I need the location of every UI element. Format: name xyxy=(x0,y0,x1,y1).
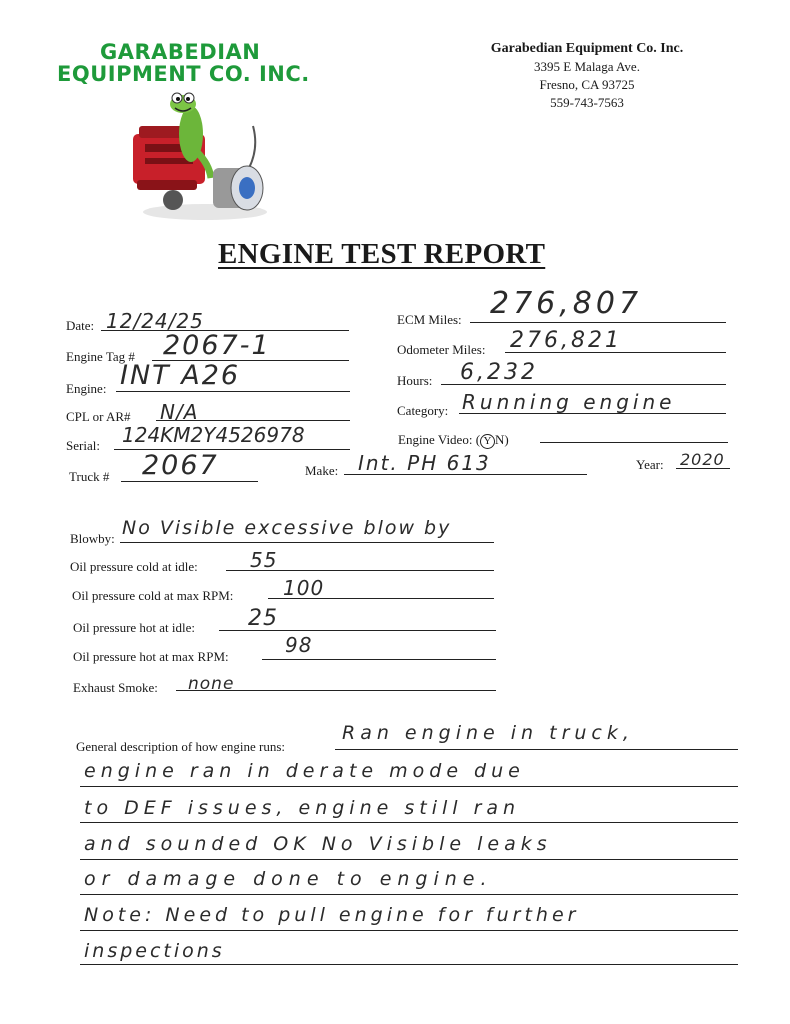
oil-cold-max-label: Oil pressure cold at max RPM: xyxy=(72,588,234,603)
date-label: Date: xyxy=(66,318,95,333)
blowby-label: Blowby: xyxy=(70,531,115,546)
category-value: Running engine xyxy=(462,390,676,414)
description-line-5 xyxy=(80,894,738,895)
ecm-miles-line xyxy=(470,322,726,323)
description-line-3 xyxy=(80,822,738,823)
description-text-1: Ran engine in truck, xyxy=(342,722,634,744)
company-address xyxy=(470,40,704,112)
description-text-2: engine ran in derate mode due xyxy=(84,760,525,782)
description-line-7 xyxy=(80,964,738,965)
make-value: Int. PH 613 xyxy=(358,451,491,475)
ecm-miles-label: ECM Miles: xyxy=(397,312,462,327)
engine-line xyxy=(116,391,350,392)
year-label: Year: xyxy=(636,457,664,472)
engine-video-line xyxy=(540,442,728,443)
cpl-value: N/A xyxy=(160,400,199,424)
engine-value: INT A26 xyxy=(120,360,241,391)
engine-label: Engine: xyxy=(66,381,107,396)
truck-label: Truck # xyxy=(69,469,110,484)
engine-video-label-pre: Engine Video: ( xyxy=(398,432,481,447)
date-value: 12/24/25 xyxy=(106,309,204,333)
description-text-3: to DEF issues, engine still ran xyxy=(84,797,521,819)
hours-value: 6,232 xyxy=(460,360,538,385)
exhaust-smoke-label: Exhaust Smoke: xyxy=(73,680,158,695)
year-value: 2020 xyxy=(680,450,725,469)
engine-tag-label: Engine Tag # xyxy=(66,349,135,364)
blowby-value: No Visible excessive blow by xyxy=(122,517,452,539)
oil-cold-idle-label: Oil pressure cold at idle: xyxy=(70,559,198,574)
logo-line1: GARABEDIAN xyxy=(100,40,261,64)
truck-line xyxy=(121,481,258,482)
frog-engine-mascot-logo xyxy=(125,92,275,222)
serial-label: Serial: xyxy=(66,438,100,453)
oil-hot-max-label: Oil pressure hot at max RPM: xyxy=(73,649,229,664)
make-label: Make: xyxy=(305,463,339,478)
odometer-miles-label: Odometer Miles: xyxy=(397,342,486,357)
ecm-miles-value: 276,807 xyxy=(490,286,643,321)
hours-label: Hours: xyxy=(397,373,433,388)
description-line-6 xyxy=(80,930,738,931)
company-phone: 559-743-7563 xyxy=(550,95,624,110)
description-text-4: and sounded OK No Visible leaks xyxy=(84,833,552,855)
engine-video-label xyxy=(398,432,509,449)
exhaust-smoke-value: none xyxy=(188,674,235,694)
cpl-label: CPL or AR# xyxy=(66,409,131,424)
company-city: Fresno, CA 93725 xyxy=(539,77,635,92)
description-line-4 xyxy=(80,859,738,860)
oil-hot-max-value: 98 xyxy=(285,633,313,657)
oil-cold-idle-value: 55 xyxy=(250,548,278,572)
oil-hot-idle-label: Oil pressure hot at idle: xyxy=(73,620,196,635)
engine-video-label-post: N) xyxy=(495,432,509,447)
engine-tag-value: 2067-1 xyxy=(163,330,271,361)
oil-hot-max-line xyxy=(262,659,496,660)
truck-value: 2067 xyxy=(142,450,219,481)
odometer-miles-value: 276,821 xyxy=(510,328,622,353)
description-line-2 xyxy=(80,786,738,787)
logo-line2: EQUIPMENT CO. INC. xyxy=(57,62,310,86)
description-text-6: Note: Need to pull engine for further xyxy=(84,904,580,926)
category-label: Category: xyxy=(397,403,449,418)
oil-hot-idle-value: 25 xyxy=(248,606,278,631)
company-street: 3395 E Malaga Ave. xyxy=(534,59,640,74)
page-title: ENGINE TEST REPORT xyxy=(218,238,546,270)
engine-video-yes-circled: Y xyxy=(480,434,495,449)
blowby-line xyxy=(120,542,494,543)
description-label: General description of how engine runs: xyxy=(76,739,286,754)
description-text-7: inspections xyxy=(84,940,225,962)
description-line-1 xyxy=(335,749,738,750)
oil-cold-max-value: 100 xyxy=(283,576,325,600)
company-name: Garabedian Equipment Co. Inc. xyxy=(490,41,684,56)
serial-value: 124KM2Y4526978 xyxy=(122,423,305,447)
description-text-5: or damage done to engine. xyxy=(84,868,493,890)
